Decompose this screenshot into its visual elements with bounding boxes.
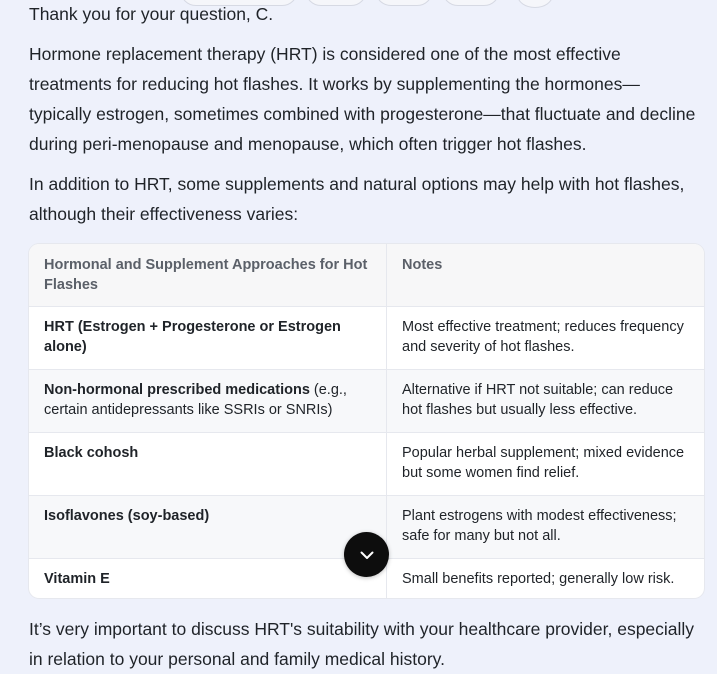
approach-name: Isoflavones (soy-based) (44, 508, 210, 524)
approach-cell (29, 559, 387, 599)
approach-name: Non-hormonal prescribed medications (44, 382, 310, 398)
notes-cell: Most effective treatment; reduces frequency and severity of hot flashes. (387, 307, 705, 370)
supplements-intro-paragraph: In addition to HRT, some supplements and natural options may help with hot flashes, although their effectiveness varies: (29, 174, 685, 224)
scroll-to-bottom-button[interactable] (344, 532, 389, 577)
column-header-notes: Notes (402, 257, 443, 273)
approach-detail: (e.g., certain antidepressants like SSRIs or SNRIs) (44, 382, 347, 418)
chevron-down-icon (357, 545, 377, 565)
column-header-approaches: Hormonal and Supplement Approaches for Hot Flashes (29, 244, 387, 307)
table-row (29, 370, 704, 433)
approach-cell (29, 307, 387, 370)
table-header-row (29, 244, 704, 307)
approach-name: Black cohosh (44, 445, 139, 461)
table-row (29, 433, 704, 496)
table-row (29, 307, 704, 370)
notes-cell: Alternative if HRT not suitable; can reduce hot flashes but usually less effective. (387, 370, 705, 433)
approach-name: Vitamin E (44, 571, 110, 587)
closing-advice-paragraph: It’s very important to discuss HRT's suitability with your healthcare provider, especially in relation to your personal and family medical history. (29, 619, 695, 669)
notes-cell: Popular herbal supplement; mixed evidence but some women find relief. (387, 433, 705, 496)
hrt-explanation-paragraph: Hormone replacement therapy (HRT) is considered one of the most effective treatments for reducing hot flashes. It works by supplementing the hormones—typically estrogen, sometimes combined with progesterone—that fluctuate and decline during peri-menopause and menopause, which often trigger hot flashes. (29, 44, 696, 154)
notes-cell: Plant estrogens with modest effectiveness; safe for many but not all. (387, 496, 705, 559)
approach-cell (29, 496, 387, 559)
approach-cell (29, 433, 387, 496)
greeting-text: Thank you for your question, C. (29, 4, 274, 24)
notes-cell: Small benefits reported; generally low risk. (387, 559, 705, 599)
approach-cell (29, 370, 387, 433)
approach-name: HRT (Estrogen + Progesterone or Estrogen alone) (44, 319, 341, 355)
